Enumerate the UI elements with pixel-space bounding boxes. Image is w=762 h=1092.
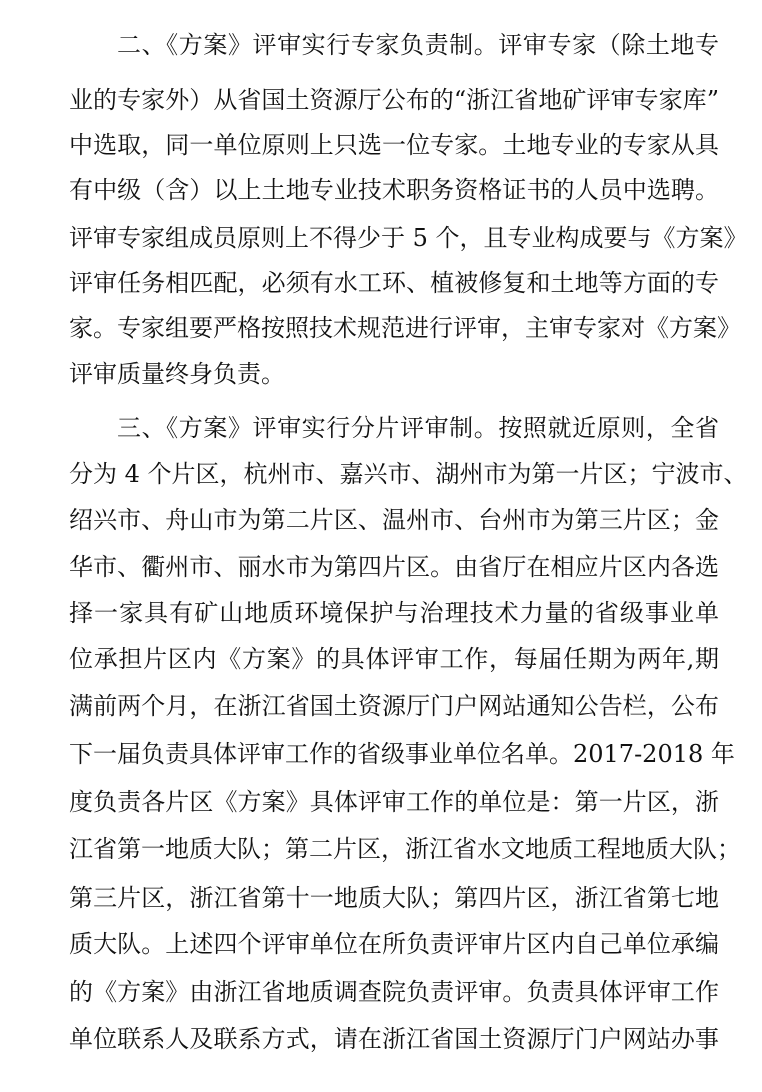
paragraph-1-line-2: 业的专家外）从省国土资源厅公布的“浙江省地矿评审专家库”	[69, 86, 719, 114]
paragraph-2-line-6: 位承担片区内《方案》的具体评审工作，每届任期为两年,期	[69, 645, 719, 673]
paragraph-2-line-11: 第三片区，浙江省第十一地质大队；第四片区，浙江省第七地	[69, 884, 719, 912]
paragraph-1-line-3: 中选取，同一单位原则上只选一位专家。土地专业的专家从具	[69, 131, 719, 159]
paragraph-1-line-7: 家。专家组要严格按照技术规范进行评审，主审专家对《方案》	[69, 314, 741, 342]
paragraph-2-line-4: 华市、衢州市、丽水市为第四片区。由省厅在相应片区内各选	[69, 553, 719, 581]
paragraph-2-line-10: 江省第一地质大队；第二片区，浙江省水文地质工程地质大队；	[69, 835, 741, 863]
paragraph-2-line-2: 分为 4 个片区，杭州市、嘉兴市、湖州市为第一片区；宁波市、	[69, 460, 748, 488]
paragraph-1-line-8: 评审质量终身负责。	[69, 360, 285, 388]
paragraph-1-line-1: 二、《方案》评审实行专家负责制。评审专家（除土地专	[117, 31, 719, 59]
paragraph-2-line-3: 绍兴市、舟山市为第二片区、温州市、台州市为第三片区；金	[69, 506, 719, 534]
paragraph-2-line-13: 的《方案》由浙江省地质调查院负责评审。负责具体评审工作	[69, 978, 719, 1006]
paragraph-2-line-1: 三、《方案》评审实行分片评审制。按照就近原则，全省	[117, 414, 719, 442]
paragraph-1-line-6: 评审任务相匹配，必须有水工环、植被修复和土地等方面的专	[69, 269, 719, 297]
paragraph-2-line-5: 择一家具有矿山地质环境保护与治理技术力量的省级事业单	[69, 599, 719, 627]
paragraph-2-line-14: 单位联系人及联系方式，请在浙江省国土资源厅门户网站办事	[69, 1025, 719, 1053]
paragraph-1-line-4: 有中级（含）以上土地专业技术职务资格证书的人员中选聘。	[69, 176, 719, 204]
paragraph-2-line-12: 质大队。上述四个评审单位在所负责评审片区内自己单位承编	[69, 930, 719, 958]
paragraph-1-line-5: 评审专家组成员原则上不得少于 5 个，且专业构成要与《方案》	[69, 224, 748, 252]
paragraph-2-line-7: 满前两个月，在浙江省国土资源厅门户网站通知公告栏，公布	[69, 692, 719, 720]
paragraph-2-line-9: 度负责各片区《方案》具体评审工作的单位是：第一片区，浙	[69, 788, 719, 816]
paragraph-2-line-8: 下一届负责具体评审工作的省级事业单位名单。2017-2018 年	[69, 740, 735, 768]
